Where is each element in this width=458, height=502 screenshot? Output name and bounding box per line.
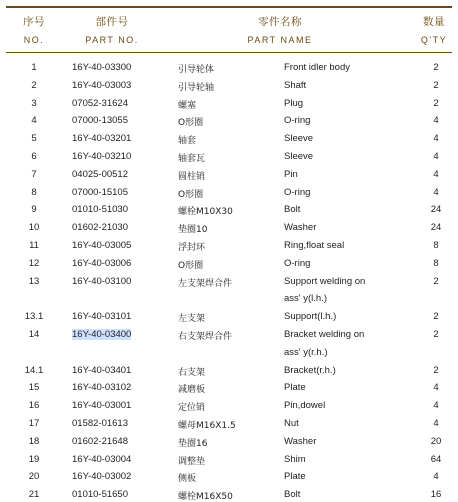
part-name-en: Nut bbox=[284, 418, 299, 429]
part-number: 16Y-40-03401 bbox=[72, 364, 132, 376]
row-number: 5 bbox=[31, 133, 37, 145]
part-name-en: Front idler body bbox=[284, 62, 351, 73]
row-number: 2 bbox=[31, 79, 37, 91]
part-name-en: Bolt bbox=[284, 489, 301, 501]
part-number: 07000-15105 bbox=[72, 186, 128, 198]
quantity: 2 bbox=[433, 97, 439, 109]
quantity: 20 bbox=[430, 435, 442, 447]
header-name-en: PART NAME bbox=[247, 35, 313, 45]
header-part-cn: 部件号 bbox=[95, 16, 129, 28]
row-number: 13 bbox=[28, 275, 40, 287]
row-number: 13.1 bbox=[24, 311, 44, 323]
part-name-cn: 螺塞 bbox=[178, 100, 197, 111]
part-name-cn: 定位销 bbox=[178, 403, 206, 414]
quantity: 4 bbox=[433, 151, 439, 162]
row-number: 14.1 bbox=[24, 364, 44, 376]
part-name-en: Support welding on bbox=[284, 275, 366, 287]
part-name-en: Support(l.h.) bbox=[284, 311, 337, 323]
part-name-en: Plate bbox=[284, 382, 306, 394]
row-number: 19 bbox=[28, 453, 40, 465]
part-name-en: Sleeve bbox=[284, 151, 314, 162]
header-no-cn: 序号 bbox=[23, 16, 45, 28]
part-name-en: Plate bbox=[284, 471, 306, 483]
quantity: 8 bbox=[433, 240, 439, 251]
quantity: 2 bbox=[433, 79, 439, 91]
part-name-en: Washer bbox=[284, 222, 317, 234]
part-name-en: Washer bbox=[284, 435, 317, 447]
part-number: 16Y-40-03003 bbox=[72, 79, 132, 91]
row-number: 9 bbox=[31, 204, 37, 216]
part-number: 16Y-40-03006 bbox=[72, 257, 132, 269]
part-name-cn: 轴套瓦 bbox=[178, 154, 206, 164]
row-number: 6 bbox=[31, 151, 37, 162]
part-name-en: Ring,float seal bbox=[284, 240, 345, 251]
part-number: 16Y-40-03001 bbox=[72, 400, 132, 412]
part-number: 04025-00512 bbox=[72, 168, 128, 180]
part-name-en: ass' y(l.h.) bbox=[284, 293, 327, 305]
row-number: 8 bbox=[31, 186, 37, 198]
quantity: 24 bbox=[430, 222, 442, 234]
quantity: 4 bbox=[433, 400, 439, 412]
part-number: 16Y-40-03101 bbox=[72, 311, 132, 323]
row-number: 21 bbox=[28, 489, 40, 501]
quantity: 24 bbox=[430, 204, 442, 216]
quantity: 4 bbox=[433, 168, 439, 180]
part-name-cn: 轴套 bbox=[178, 136, 197, 147]
part-number: 16Y-40-03005 bbox=[72, 240, 132, 251]
row-number: 18 bbox=[28, 435, 40, 447]
part-number: 01010-51650 bbox=[72, 489, 128, 501]
part-name-cn: 螺母M16X1.5 bbox=[178, 421, 236, 431]
part-name-cn: O形圈 bbox=[178, 260, 204, 271]
row-number: 7 bbox=[31, 168, 37, 180]
row-number: 12 bbox=[28, 257, 40, 269]
part-name-cn: O形圈 bbox=[178, 118, 204, 129]
part-name-en: Bracket(r.h.) bbox=[284, 364, 336, 376]
part-name-cn: 减磨板 bbox=[178, 385, 206, 396]
header-bottom-rule bbox=[6, 52, 452, 53]
part-name-cn: 螺栓M10X30 bbox=[178, 207, 233, 218]
part-name-en: Plug bbox=[284, 97, 304, 109]
quantity: 2 bbox=[433, 311, 439, 323]
part-name-en: Shim bbox=[284, 453, 306, 465]
part-name-en: O-ring bbox=[284, 257, 311, 269]
part-name-en: Shaft bbox=[284, 79, 307, 91]
row-number: 1 bbox=[31, 62, 37, 73]
part-name-cn: 引导轮体 bbox=[178, 65, 215, 75]
part-number: 16Y-40-03201 bbox=[72, 133, 132, 145]
quantity: 4 bbox=[433, 115, 439, 127]
part-number: 16Y-40-03100 bbox=[72, 275, 132, 287]
quantity: 2 bbox=[433, 62, 439, 73]
part-number: 01602-21648 bbox=[72, 435, 128, 447]
part-name-en: O-ring bbox=[284, 186, 311, 198]
header-name-cn: 零件名称 bbox=[258, 16, 302, 28]
row-number: 4 bbox=[31, 115, 37, 127]
part-name-cn: O形圈 bbox=[178, 189, 204, 200]
part-number: 16Y-40-03002 bbox=[72, 471, 132, 483]
quantity: 4 bbox=[433, 471, 439, 483]
part-number: 07000-13055 bbox=[72, 115, 128, 127]
header-part-en: PART NO. bbox=[85, 35, 139, 45]
part-number: 16Y-40-03004 bbox=[72, 453, 132, 465]
part-name-cn: 浮封环 bbox=[178, 243, 206, 253]
quantity: 2 bbox=[433, 275, 439, 287]
quantity: 4 bbox=[433, 418, 439, 429]
part-number: 16Y-40-03102 bbox=[72, 382, 132, 394]
part-name-cn: 左支架焊合件 bbox=[178, 278, 233, 289]
part-name-cn: 右支架 bbox=[178, 367, 206, 378]
part-name-en: Bracket welding on bbox=[284, 329, 365, 340]
header-top-rule bbox=[6, 6, 452, 8]
row-number: 20 bbox=[28, 471, 40, 483]
header-qty-cn: 数量 bbox=[423, 16, 445, 28]
part-name-cn: 右支架焊合件 bbox=[178, 332, 233, 342]
part-number: 01602-21030 bbox=[72, 222, 128, 234]
row-number: 3 bbox=[31, 97, 37, 109]
header-qty-en: Q'TY bbox=[420, 35, 448, 45]
part-name-en: Pin bbox=[284, 168, 298, 180]
part-name-cn: 调整垫 bbox=[178, 456, 206, 467]
part-name-cn: 引导轮轴 bbox=[178, 82, 215, 93]
part-name-en: ass' y(r.h.) bbox=[284, 346, 328, 358]
part-number: 16Y-40-03300 bbox=[72, 62, 132, 73]
part-name-cn: 侧板 bbox=[178, 474, 197, 485]
part-name-cn: 螺栓M16X50 bbox=[178, 492, 233, 502]
part-number: 07052-31624 bbox=[72, 97, 128, 109]
part-name-cn: 垫圈10 bbox=[178, 225, 208, 236]
row-number: 16 bbox=[28, 400, 40, 412]
part-name-en: Bolt bbox=[284, 204, 301, 216]
part-name-cn: 垫圈16 bbox=[178, 438, 208, 449]
part-number: 01582-01613 bbox=[72, 418, 128, 429]
quantity: 8 bbox=[433, 257, 439, 269]
quantity: 2 bbox=[433, 329, 439, 340]
part-number: 01010-51030 bbox=[72, 204, 128, 216]
part-name-en: Pin,dowel bbox=[284, 400, 326, 412]
part-name-cn: 圆柱销 bbox=[178, 171, 206, 182]
row-number: 11 bbox=[29, 240, 39, 251]
row-number: 17 bbox=[28, 418, 40, 429]
row-number: 10 bbox=[28, 222, 40, 234]
part-name-en: Sleeve bbox=[284, 133, 314, 145]
row-number: 15 bbox=[28, 382, 40, 394]
part-name-cn: 左支架 bbox=[178, 314, 206, 325]
quantity: 4 bbox=[433, 133, 439, 145]
header-no-en: NO. bbox=[23, 35, 45, 45]
quantity: 16 bbox=[430, 489, 442, 501]
part-number: 16Y-40-03210 bbox=[72, 151, 132, 162]
part-number: 16Y-40-03400 bbox=[72, 329, 132, 340]
quantity: 4 bbox=[433, 382, 439, 394]
row-number: 14 bbox=[28, 329, 40, 340]
part-name-en: O-ring bbox=[284, 115, 311, 127]
quantity: 4 bbox=[433, 186, 439, 198]
quantity: 2 bbox=[433, 364, 439, 376]
quantity: 64 bbox=[430, 453, 442, 465]
